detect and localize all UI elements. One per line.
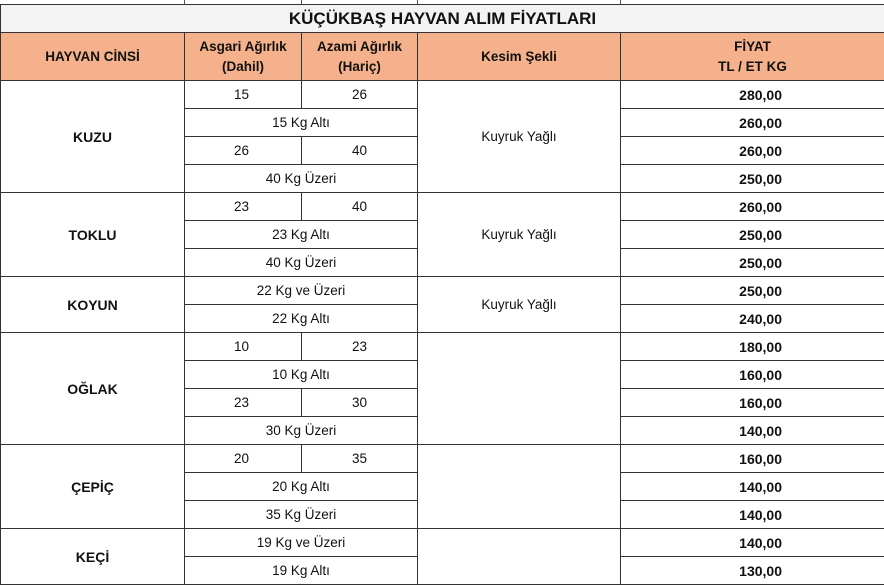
- header-cut: Kesim Şekli: [418, 33, 621, 81]
- title-row: [1, 5, 884, 33]
- min-weight-cell: 23: [185, 193, 302, 221]
- cut-type-cell: [418, 333, 621, 445]
- header-min-weight-line1: Asgari Ağırlık: [199, 39, 286, 54]
- price-cell: 140,00: [621, 501, 884, 529]
- table-row: [1, 333, 884, 361]
- table-title: KÜÇÜKBAŞ HAYVAN ALIM FİYATLARI: [1, 5, 884, 33]
- header-animal: HAYVAN CİNSİ: [1, 33, 185, 81]
- min-weight-cell: 26: [185, 137, 302, 165]
- weight-range-cell: 22 Kg ve Üzeri: [185, 277, 418, 305]
- weight-range-cell: 22 Kg Altı: [185, 305, 418, 333]
- animal-name-cell: KEÇİ: [1, 529, 185, 585]
- price-cell: 250,00: [621, 249, 884, 277]
- header-max-weight-line2: (Hariç): [338, 59, 381, 74]
- price-cell: 250,00: [621, 165, 884, 193]
- price-cell: 140,00: [621, 529, 884, 557]
- animal-name-cell: TOKLU: [1, 193, 185, 277]
- weight-range-cell: 20 Kg Altı: [185, 473, 418, 501]
- weight-range-cell: 23 Kg Altı: [185, 221, 418, 249]
- animal-name-cell: KOYUN: [1, 277, 185, 333]
- weight-range-cell: 35 Kg Üzeri: [185, 501, 418, 529]
- price-cell: 160,00: [621, 389, 884, 417]
- price-cell: 260,00: [621, 193, 884, 221]
- cut-type-cell: Kuyruk Yağlı: [418, 277, 621, 333]
- table-row: [1, 81, 884, 109]
- table-row: [1, 277, 884, 305]
- price-table: [0, 4, 884, 585]
- table-body: [1, 81, 884, 585]
- price-cell: 250,00: [621, 277, 884, 305]
- max-weight-cell: 40: [302, 137, 418, 165]
- price-cell: 130,00: [621, 557, 884, 585]
- price-cell: 260,00: [621, 109, 884, 137]
- weight-range-cell: 40 Kg Üzeri: [185, 165, 418, 193]
- header-min-weight-line2: (Dahil): [222, 59, 264, 74]
- table-row: [1, 445, 884, 473]
- header-min-weight: [185, 33, 302, 81]
- price-cell: 180,00: [621, 333, 884, 361]
- price-cell: 160,00: [621, 361, 884, 389]
- animal-name-cell: ÇEPİÇ: [1, 445, 185, 529]
- animal-name-cell: OĞLAK: [1, 333, 185, 445]
- min-weight-cell: 15: [185, 81, 302, 109]
- cut-type-cell: Kuyruk Yağlı: [418, 81, 621, 193]
- cut-type-cell: [418, 445, 621, 529]
- header-price-line2: TL / ET KG: [718, 59, 787, 74]
- price-cell: 280,00: [621, 81, 884, 109]
- animal-name-cell: KUZU: [1, 81, 185, 193]
- max-weight-cell: 23: [302, 333, 418, 361]
- price-cell: 260,00: [621, 137, 884, 165]
- weight-range-cell: 15 Kg Altı: [185, 109, 418, 137]
- price-cell: 140,00: [621, 473, 884, 501]
- min-weight-cell: 20: [185, 445, 302, 473]
- weight-range-cell: 30 Kg Üzeri: [185, 417, 418, 445]
- max-weight-cell: 35: [302, 445, 418, 473]
- max-weight-cell: 26: [302, 81, 418, 109]
- max-weight-cell: 40: [302, 193, 418, 221]
- header-row: [1, 33, 884, 81]
- min-weight-cell: 23: [185, 389, 302, 417]
- weight-range-cell: 40 Kg Üzeri: [185, 249, 418, 277]
- price-cell: 250,00: [621, 221, 884, 249]
- min-weight-cell: 10: [185, 333, 302, 361]
- price-cell: 240,00: [621, 305, 884, 333]
- table-row: [1, 193, 884, 221]
- table-row: [1, 529, 884, 557]
- cut-type-cell: Kuyruk Yağlı: [418, 193, 621, 277]
- weight-range-cell: 19 Kg ve Üzeri: [185, 529, 418, 557]
- cut-type-cell: [418, 529, 621, 585]
- max-weight-cell: 30: [302, 389, 418, 417]
- header-price-line1: FİYAT: [734, 39, 771, 54]
- weight-range-cell: 10 Kg Altı: [185, 361, 418, 389]
- header-max-weight: [302, 33, 418, 81]
- price-cell: 160,00: [621, 445, 884, 473]
- weight-range-cell: 19 Kg Altı: [185, 557, 418, 585]
- price-cell: 140,00: [621, 417, 884, 445]
- header-price: [621, 33, 884, 81]
- header-max-weight-line1: Azami Ağırlık: [317, 39, 402, 54]
